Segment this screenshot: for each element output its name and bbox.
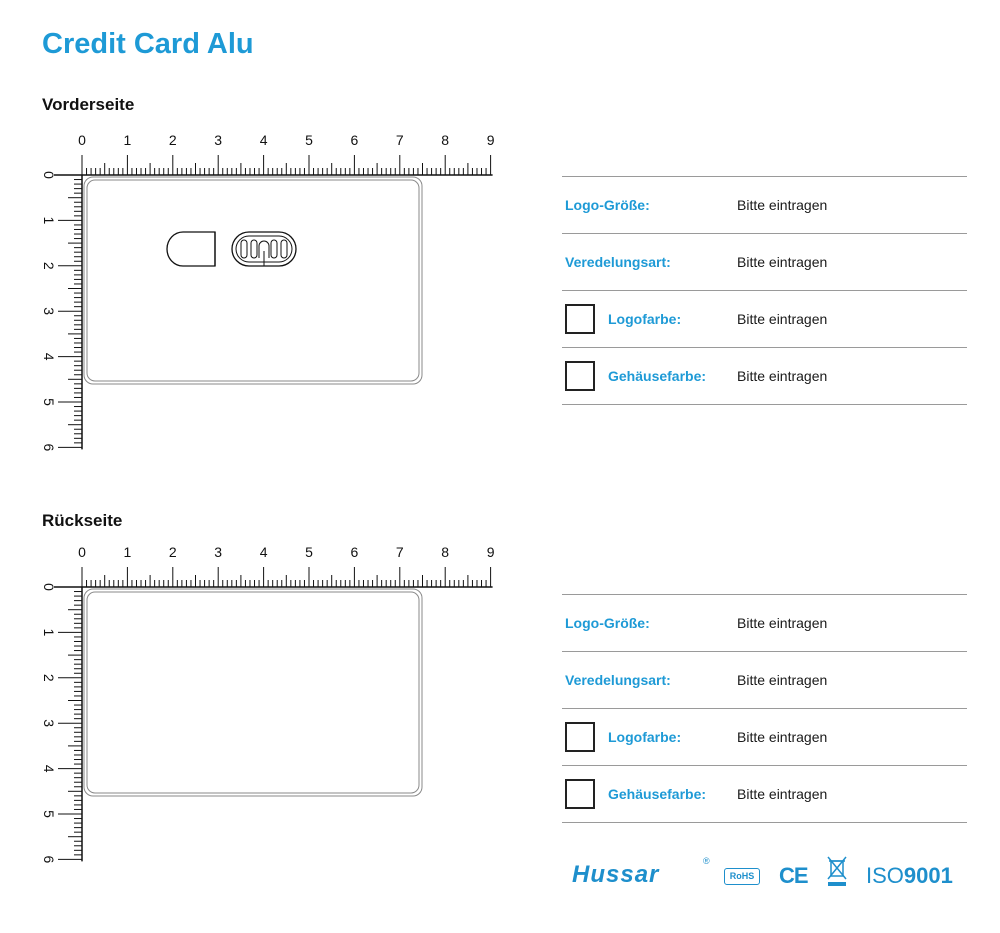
certification-logos xyxy=(572,855,962,895)
spec-row-logo-size xyxy=(562,595,967,652)
ruler-label: 0 xyxy=(78,132,86,148)
ruler-label: 2 xyxy=(168,132,177,148)
ruler-label: 4 xyxy=(259,544,268,560)
spec-row-finishing xyxy=(562,234,967,291)
ruler-label: 9 xyxy=(486,544,495,560)
color-swatch-box[interactable] xyxy=(565,722,595,752)
weee-bin-icon xyxy=(826,855,848,887)
spec-value[interactable]: Bitte eintragen xyxy=(737,254,828,270)
ruler-label: 6 xyxy=(350,544,359,560)
ruler-label: 2 xyxy=(41,261,57,270)
iso9001-logo xyxy=(866,863,953,889)
ruler-label: 8 xyxy=(441,132,450,148)
ce-mark-icon: CE xyxy=(779,863,808,888)
ruler-label: 4 xyxy=(259,132,268,148)
ruler-label: 7 xyxy=(395,544,404,560)
page-title: Credit Card Alu xyxy=(42,28,254,60)
front-spec-table xyxy=(562,176,967,405)
spec-row-logo-color xyxy=(562,709,967,766)
spec-label: Gehäusefarbe: xyxy=(608,368,707,384)
spec-value[interactable]: Bitte eintragen xyxy=(737,729,828,745)
spec-label: Logo-Größe: xyxy=(565,197,650,213)
rohs-text: RoHS xyxy=(729,871,755,881)
color-swatch-box[interactable] xyxy=(565,361,595,391)
ruler-label: 1 xyxy=(123,544,132,560)
usb-stick-icon xyxy=(167,232,296,266)
ruler-label: 4 xyxy=(41,352,57,361)
ruler-label: 3 xyxy=(41,719,57,728)
card-outline-inner xyxy=(87,180,419,381)
registered-mark: ® xyxy=(703,856,710,866)
ruler-label: 3 xyxy=(41,307,57,316)
ruler-label: 5 xyxy=(305,544,313,560)
spec-label: Logofarbe: xyxy=(608,729,682,745)
ruler-label: 8 xyxy=(441,544,450,560)
ruler-label: 1 xyxy=(41,628,57,637)
spec-label: Veredelungsart: xyxy=(565,254,671,270)
back-spec-table xyxy=(562,594,967,823)
ruler-label: 0 xyxy=(41,171,57,179)
ruler-label: 0 xyxy=(41,583,57,591)
ruler-label: 5 xyxy=(305,132,313,148)
ruler-label: 4 xyxy=(41,764,57,773)
card-outline-inner xyxy=(87,592,419,793)
spec-row-case-color xyxy=(562,766,967,823)
ruler-label: 6 xyxy=(41,855,57,864)
ruler-label: 6 xyxy=(41,443,57,452)
color-swatch-box[interactable] xyxy=(565,779,595,809)
ruler-label: 1 xyxy=(41,216,57,225)
card-outline xyxy=(84,589,422,796)
spec-row-finishing xyxy=(562,652,967,709)
hussar-logo: Hussar xyxy=(572,861,660,888)
spec-row-logo-color xyxy=(562,291,967,348)
ruler-label: 3 xyxy=(214,544,223,560)
spec-label: Gehäusefarbe: xyxy=(608,786,707,802)
ruler-label: 3 xyxy=(214,132,223,148)
spec-row-case-color xyxy=(562,348,967,405)
spec-value[interactable]: Bitte eintragen xyxy=(737,311,828,327)
card-outline xyxy=(84,177,422,384)
spec-label: Logofarbe: xyxy=(608,311,682,327)
spec-label: Veredelungsart: xyxy=(565,672,671,688)
spec-value[interactable]: Bitte eintragen xyxy=(737,615,828,631)
spec-row-logo-size xyxy=(562,177,967,234)
front-section-label: Vorderseite xyxy=(42,95,135,114)
spec-value[interactable]: Bitte eintragen xyxy=(737,197,828,213)
ruler-label: 9 xyxy=(486,132,495,148)
color-swatch-box[interactable] xyxy=(565,304,595,334)
ruler-label: 7 xyxy=(395,132,404,148)
ruler-label: 1 xyxy=(123,132,132,148)
ruler-label: 6 xyxy=(350,132,359,148)
back-section-label: Rückseite xyxy=(42,511,123,530)
iso-prefix: ISO xyxy=(866,863,904,888)
spec-value[interactable]: Bitte eintragen xyxy=(737,672,828,688)
ruler-label: 0 xyxy=(78,544,86,560)
ruler-label: 5 xyxy=(41,398,57,406)
ruler-label: 2 xyxy=(41,673,57,682)
iso-number: 9001 xyxy=(903,863,953,888)
spec-value[interactable]: Bitte eintragen xyxy=(737,786,828,802)
ruler-label: 5 xyxy=(41,810,57,818)
spec-value[interactable]: Bitte eintragen xyxy=(737,368,828,384)
ruler-label: 2 xyxy=(168,544,177,560)
spec-label: Logo-Größe: xyxy=(565,615,650,631)
front-ruler-card-drawing xyxy=(30,125,510,455)
back-ruler-card-drawing xyxy=(30,537,510,867)
rohs-icon xyxy=(724,868,760,885)
